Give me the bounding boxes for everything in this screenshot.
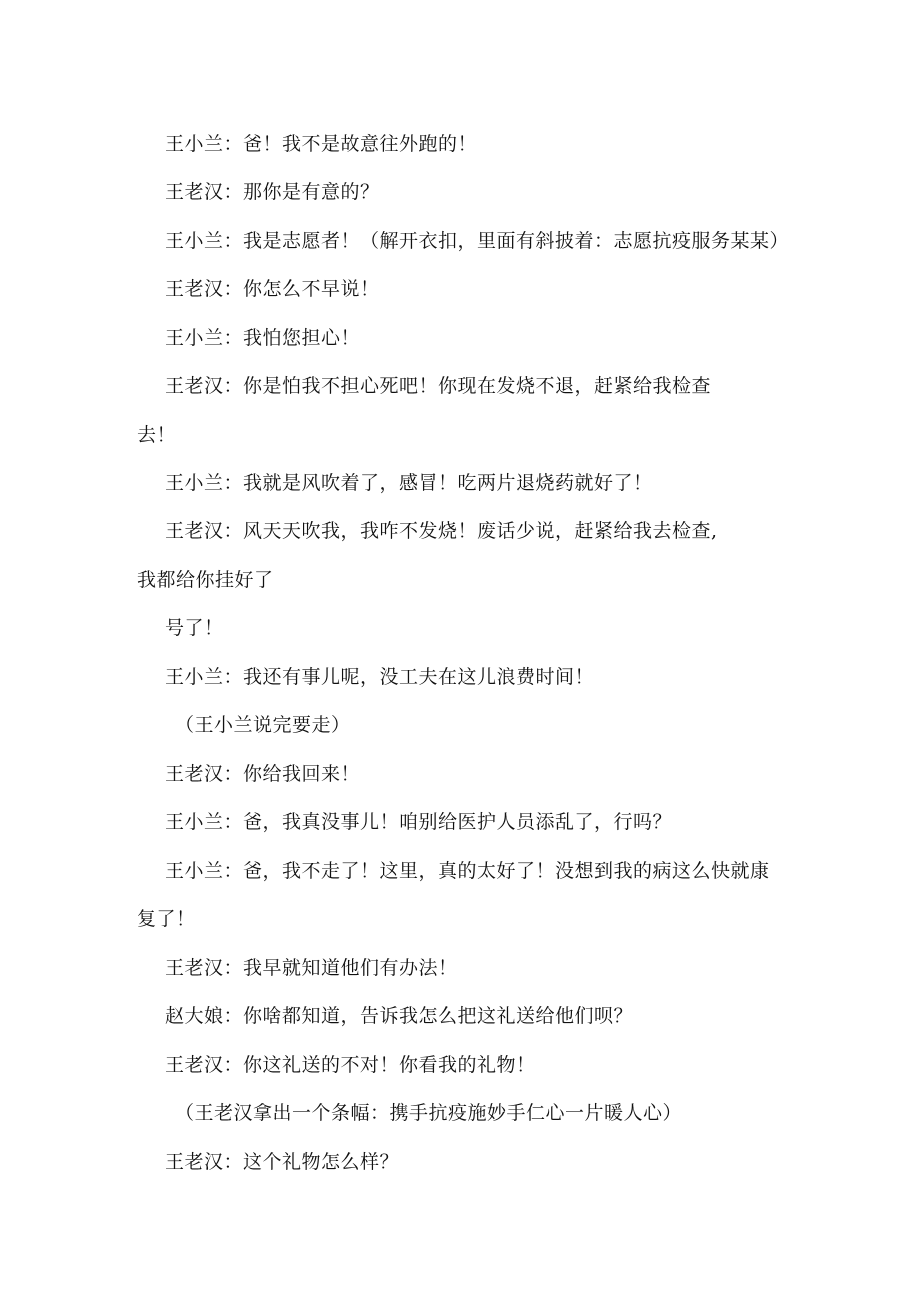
dialogue-line: 王老汉：这个礼物怎么样？ [165,1151,400,1173]
dialogue-line: 赵大娘：你啥都知道，告诉我怎么把这礼送给他们呗？ [165,1005,634,1027]
dialogue-line: 我都给你挂好了 [137,569,274,591]
dialogue-line: 王小兰：爸！我不是故意往外跑的！ [165,133,478,155]
dialogue-line: 王老汉：你给我回来！ [165,763,361,785]
dialogue-line: 王老汉：你这礼送的不对！你看我的礼物！ [165,1054,536,1076]
dialogue-line: 王小兰：我就是风吹着了，感冒！吃两片退烧药就好了！ [165,472,653,494]
dialogue-line: 王小兰：爸，我真没事儿！咱别给医护人员添乱了，行吗？ [165,811,673,833]
dialogue-line: 王小兰：我是志愿者！（解开衣扣，里面有斜披着：志愿抗疫服务某某） [165,230,790,252]
dialogue-line: 复了！ [137,908,196,930]
stage-direction: （王小兰说完要走） [175,714,351,736]
dialogue-line: 王小兰：我怕您担心！ [165,327,361,349]
dialogue-line: 王小兰：爸，我不走了！这里，真的太好了！没想到我的病这么快就康 [165,860,770,882]
stage-direction: （王老汉拿出一个条幅：携手抗疫施妙手仁心一片暖人心） [175,1102,683,1124]
dialogue-line: 号了！ [165,617,224,639]
dialogue-line: 去！ [137,424,177,446]
dialogue-line: 王老汉：你是怕我不担心死吧！你现在发烧不退，赶紧给我检查 [165,375,712,397]
dialogue-line: 王老汉：那你是有意的？ [165,181,380,203]
dialogue-line: 王小兰：我还有事儿呢，没工夫在这儿浪费时间！ [165,666,595,688]
dialogue-line: 王老汉：你怎么不早说！ [165,278,380,300]
dialogue-line: 王老汉：我早就知道他们有办法！ [165,957,458,979]
dialogue-line: 王老汉：风天天吹我，我咋不发烧！废话少说，赶紧给我去检查, [165,520,718,542]
